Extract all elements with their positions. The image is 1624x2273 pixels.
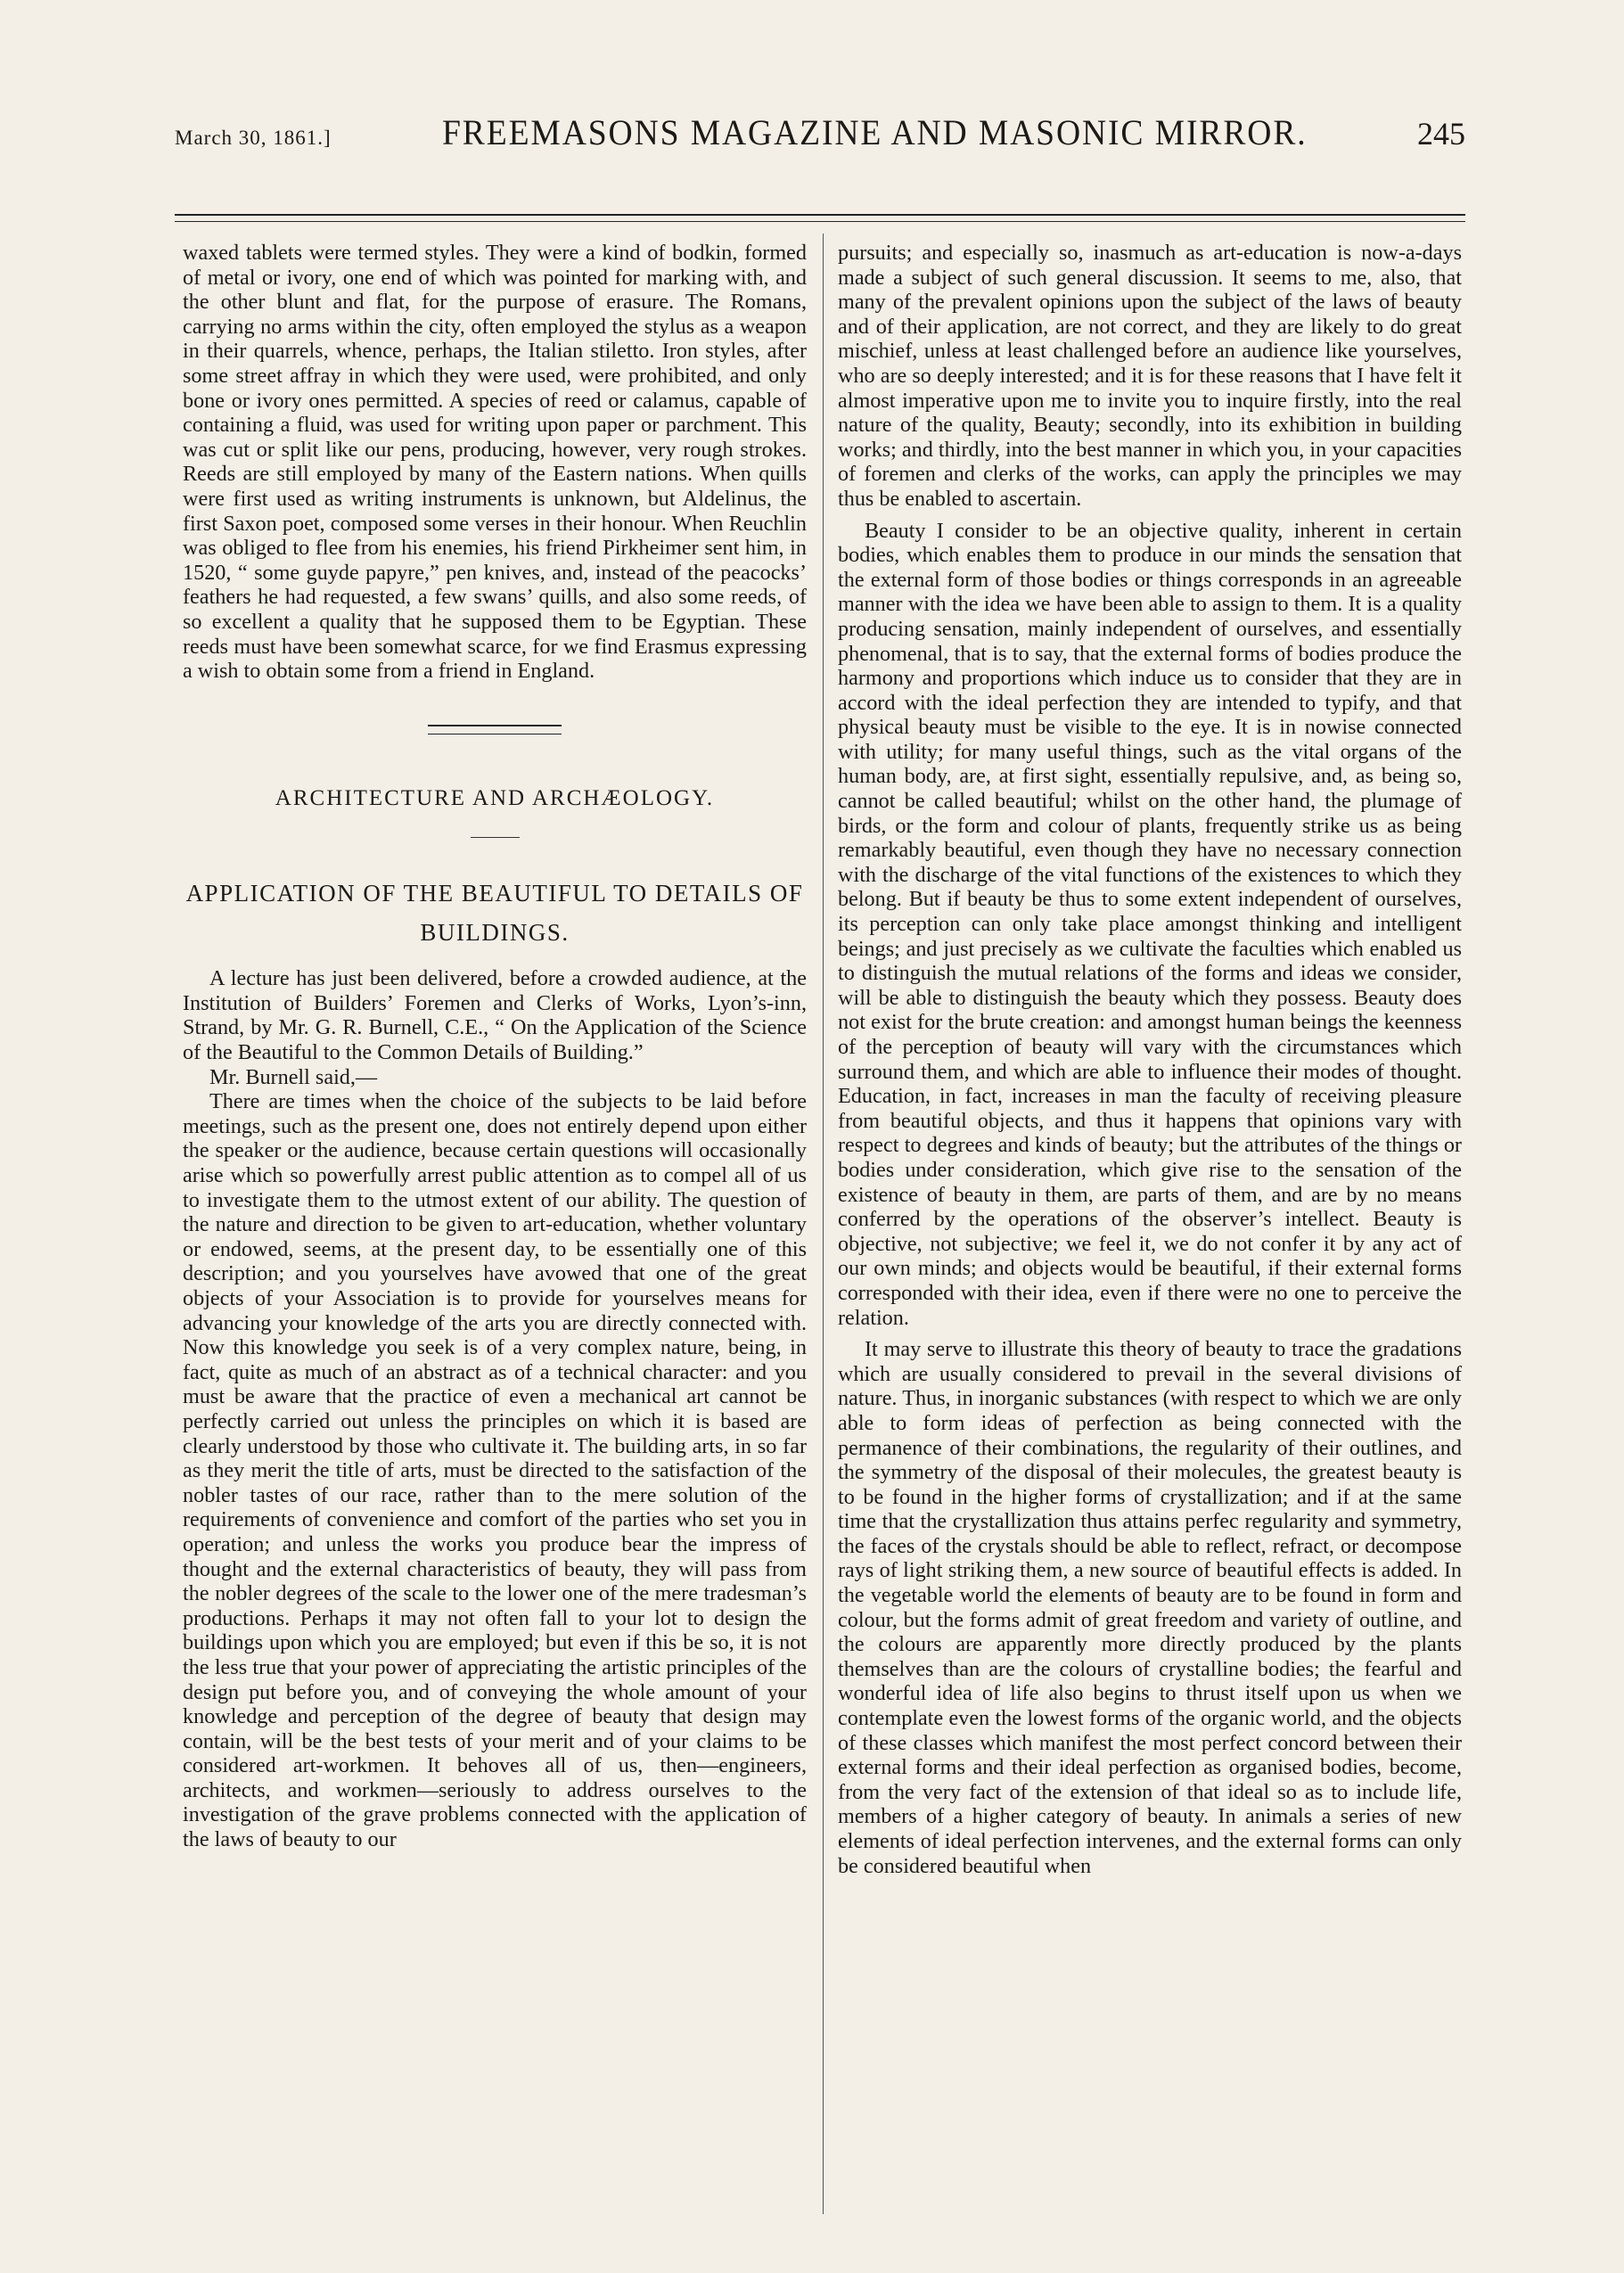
issue-date: March 30, 1861.] [175, 127, 332, 149]
article-heading: APPLICATION OF THE BEAUTIFUL TO DETAILS OF BUILDINGS. [185, 880, 804, 947]
publication-title: FREEMASONS MAGAZINE AND MASONIC MIRROR. [441, 112, 1308, 152]
continued-paragraph: waxed tablets were termed styles. They were a kind of bodkin, formed of metal or ivory, one end of which was pointed for marking with, and the other blunt and flat, for the purpose of erasure. The Romans, carrying no arms within the city, often employed the stylus as a weapon in their quarrels, whence, perhaps, the Italian stiletto. Iron styles, after some street affray in which they were used, were prohibited, and only bone or ivory ones permitted. A species of reed or calamus, capable of containing a fluid, was used for writing upon paper or parchment. This was cut or split like our pens, producing, however, very rough strokes. Reeds are still employed by many of the Eastern nations. When quills were first used as writing instruments is unknown, but Aldelinus, the first Saxon poet, composed some verses in their honour. When Reuchlin was obliged to flee from his enemies, his friend Pirkheimer sent him, in 1520, “ some guyde papyre,” pen knives, and, instead of the peacocks’ feathers he had requested, a few swans’ quills, and also some reeds, of so excellent a quality that he supposed them to be Egyptian. These reeds must have been somewhat scarce, for we find Erasmus expressing a wish to obtain some from a friend in England. [183, 241, 807, 684]
page-number: 245 [1417, 116, 1465, 152]
right-paragraph-3: It may serve to illustrate this theory of beauty to trace the gradations which are usually considered to prevail in the several divisions of nature. Thus, in inorganic substances (with respect to which we are only able to form ideas of perfection as being connected with the permanence of their combinations, the regularity of their outlines, and the symmetry of the disposal of their molecules, the greatest beauty is to be found in the higher forms of crystallization; and if at the same time that the crystallization thus attains perfec regularity and symmetry, the faces of the crystals should be able to reflect, refract, or decompose rays of light striking them, a new source of beautiful effects is added. In the vegetable world the elements of beauty are to be found in form and colour, but the forms admit of great freedom and variety of outline, and the colours are apparently more directly produced by the plants themselves than are the colours of crystalline bodies; the fearful and wonderful idea of life also begins to thrust itself upon us when we contemplate even the lowest forms of the organic world, and the objects of these classes which manifest the most perfect concord between their external forms and their ideal perfection as organised bodies, become, from the very fact of the extension of that ideal so as to include life, members of a higher category of beauty. In animals a series of new elements of ideal perfection intervenes, and the external forms can only be considered beautiful when [838, 1337, 1462, 1878]
intro-paragraph: A lecture has just been delivered, before a crowded audience, at the Institution of Builders’ Foremen and Clerks of Works, Lyon’s-inn, Strand, by Mr. G. R. Burnell, C.E., “ On the Application of the Science of the Beautiful to the Common Details of Building.” [183, 966, 807, 1065]
left-column [183, 241, 807, 2220]
section-heading: ARCHITECTURE AND ARCHÆOLOGY. [275, 785, 715, 810]
right-paragraph-2: Beauty I consider to be an objective quality, inherent in certain bodies, which enables them to produce in our minds the sensation that the external form of those bodies or things corresponds in an agreeable manner with the idea we have been able to assign to them. It is a quality producing sensation, mainly independent of ourselves, and essentially phenomenal, that is to say, that the external forms of bodies produce the harmony and proportions which induce us to consider that they are in accord with the ideal perfection they are intended to typify, and that physical beauty must be visible to the eye. It is in nowise connected with utility; for many useful things, such as the vital organs of the human body, are, at first sight, essentially repulsive, and, as being so, cannot be called beautiful; whilst on the other hand, the plumage of birds, or the form and colour of plants, frequently strike us as being remarkably beautiful, even though they have no necessary connection with the discharge of the vital functions of the existences to which they belong. But if beauty be thus to some extent independent of ourselves, its perception can only take place amongst thinking and intelligent beings; and just precisely as we cultivate the faculties which enabled us to distinguish the mutual relations of the forms and ideas we consider, will be able to distinguish the beauty which they possess. Beauty does not exist for the brute creation: and amongst human beings the keenness of the perception of beauty will vary with the circumstances which surround them, and which are able to influence their modes of thought. Education, in fact, increases in man the faculty of receiving pleasure from beautiful objects, and thus it happens that opinions vary with respect to degrees and kinds of beauty; but the attributes of the things or bodies under consideration, which give rise to the sensation of the existence of beauty in them, are parts of them, and are by no means conferred by the operations of the observer’s intellect. Beauty is objective, not subjective; we feel it, we do not confer it by any act of our own minds; and objects would be beautiful, if their external forms corresponded with their idea, even if there were no one to perceive the relation. [838, 518, 1462, 1330]
speaker-line: Mr. Burnell said,— [209, 1064, 378, 1089]
masthead-rule [175, 214, 1465, 222]
section-heading-underline [471, 837, 520, 838]
lecture-paragraph: There are times when the choice of the subjects to be laid before meetings, such as the present one, does not entirely depend upon either the speaker or the audience, because certain questions will occasionally arise which so powerfully arrest public attention as to compel all of us to investigate them to the utmost extent of our ability. The question of the nature and direction to be given to art-education, whether voluntary or endowed, seems, at the present day, to be essentially one of this description; and you yourselves have avowed that one of the great objects of your Association is to provide for yourselves means for advancing your knowledge of the arts you are directly connected with. Now this knowledge you seek is of a very complex nature, being, in fact, quite as much of an abstract as of a technical character: and you must be aware that the practice of even a mechanical art cannot be perfectly carried out unless the principles on which it is based are clearly understood by those who cultivate it. The building arts, in so far as they merit the title of arts, must be directed to the satisfaction of the nobler tastes of our race, rather than to the mere solution of the requirements of convenience and comfort of the parties who set you in operation; and unless the works you produce bear the impress of thought and the external characteristics of beauty, they will pass from the nobler degrees of the scale to the lower one of the mere tradesman’s productions. Perhaps it may not often fall to your lot to design the buildings upon which you are employed; but even if this be so, it is not the less true that your power of appreciating the artistic principles of the design put before you, and of conveying the whole amount of your knowledge and perception of the degree of beauty that design may contain, will be the best tests of your merit and of your claims to be considered art-workmen. It behoves all of us, then—engineers, architects, and workmen—seriously to address ourselves to the investigation of the grave problems connected with the application of the laws of beauty to our [183, 1089, 807, 1852]
masthead [175, 111, 1465, 156]
right-column [838, 241, 1462, 2220]
column-divider [823, 234, 824, 2214]
right-paragraph-1: pursuits; and especially so, inasmuch as art-education is now-a-days made a subject of such general discussion. It seems to me, also, that many of the prevalent opinions upon the subject of the laws of beauty and of their application, are not correct, and they are likely to do great mischief, unless at least challenged before an audience like yourselves, who are so deeply interested; and it is for these reasons that I have felt it almost imperative upon me to invite you to inquire firstly, into the real nature of the quality, Beauty; secondly, into its exhibition in building works; and thirdly, into the best manner in which you, in your capacities of foremen and clerks of the works, can apply the principles we may thus be enabled to ascertain. [838, 241, 1462, 511]
section-ornament-rule [428, 725, 562, 734]
